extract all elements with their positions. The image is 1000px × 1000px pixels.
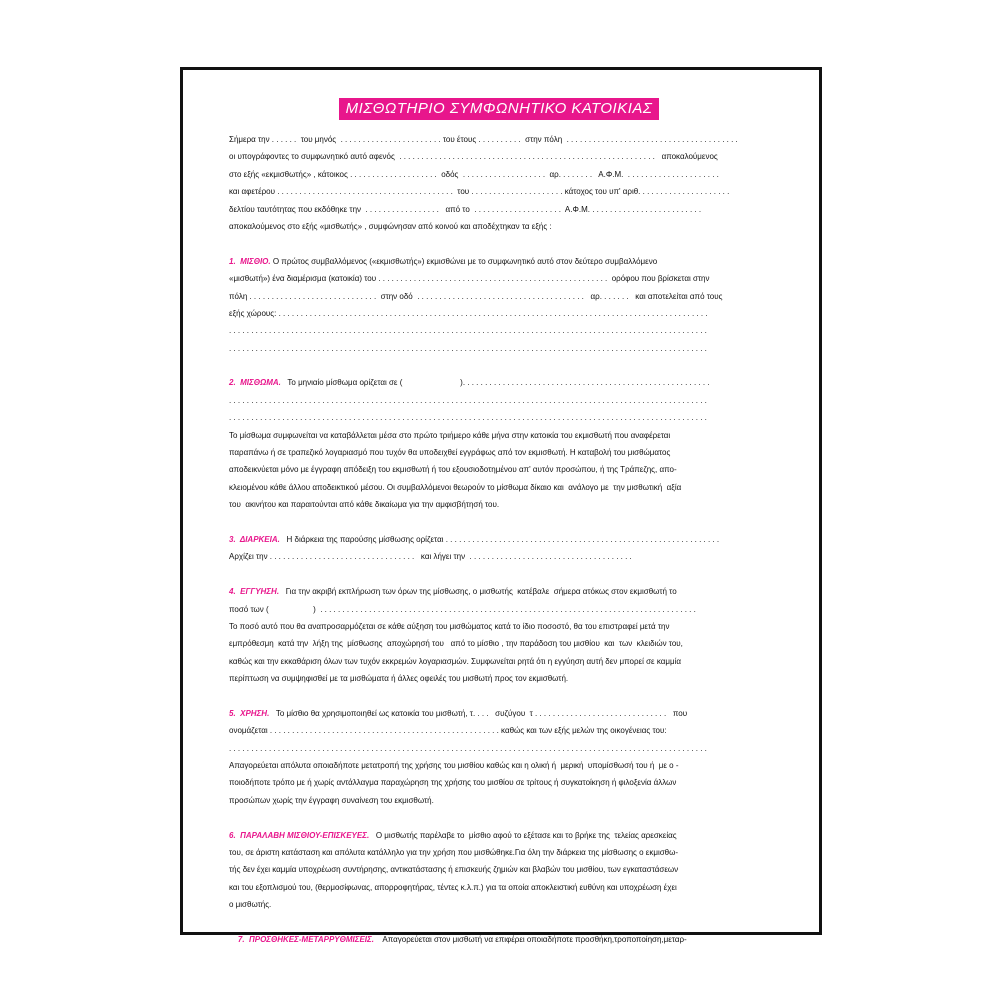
section-line: αποδεικνύεται μόνο με έγγραφη απόδειξη του εκμισθωτή ή του εξουσιοδοτημένου απ' αυτόν προσώπου, ή της Τράπεζης, απο- — [229, 465, 677, 475]
intro-paragraph — [229, 131, 774, 235]
section-heading: 5. ΧΡΗΣΗ. — [229, 708, 270, 718]
sections-container — [229, 235, 774, 948]
section-spacer — [229, 514, 774, 531]
section-first-line — [229, 531, 774, 548]
section-text: Η διάρκεια της παρούσης μίσθωσης ορίζεται . . . . . . . . . . . . . . . . . . . . . . . . . . . . . . . . . . . . . . . . . . . . . . . . . . . . . . . . . . . . . . — [279, 534, 720, 544]
section-text: Ο πρώτος συμβαλλόμενος («εκμισθωτής») εκμισθώνει με το συμφωνητικό αυτό στον δεύτερο συμβαλλόμενο — [270, 256, 658, 266]
section-2 — [229, 374, 774, 513]
section-6 — [229, 827, 774, 914]
section-spacer — [229, 809, 774, 826]
section-first-line — [229, 931, 774, 948]
section-line: του ακινήτου και παραιτούνται από κάθε δικαίωμα για την αμφισβήτησή του. — [229, 500, 500, 510]
section-line: καθώς και την εκκαθάριση όλων των τυχόν εκκρεμών λογαριασμών. Συμφωνείται ρητά ότι η εγγύηση αυτή δεν μπορεί σε καμμία — [229, 656, 681, 666]
section-first-line — [229, 374, 774, 391]
section-line: . . . . . . . . . . . . . . . . . . . . . . . . . . . . . . . . . . . . . . . . . . . . . . . . . . . . . . . . . . . . . . . . . . . . . . . . . . . . . . . . . . . . . . . . . . . . . . . . . . . . . . . . . . . . — [229, 326, 707, 336]
section-line: ονομάζεται . . . . . . . . . . . . . . . . . . . . . . . . . . . . . . . . . . . . . . . . . . . . . . . . . . . . καθώς και των εξής μελών της οικογένειας του: — [229, 726, 667, 736]
section-line: και του εξοπλισμού του, (θερμοσίφωνας, απορροφητήρας, τέντες κ.λ.π.) για τα οποία αποκλειστική ευθύνη και υποχρέωση έχει — [229, 882, 677, 892]
section-line: ποιοδήποτε τρόπο με ή χωρίς αντάλλαγμα παραχώρηση της χρήσης του μισθίου σε τρίτους ή συγκατοίκηση ή φιλοξενία άλλων — [229, 778, 677, 788]
document-page — [180, 67, 822, 944]
document-body — [229, 131, 774, 948]
section-text: Ο μισθωτής παρέλαβε το μίσθιο αφού το εξέτασε και το βρήκε της τελείας αρεσκείας — [369, 830, 677, 840]
intro-line: στο εξής «εκμισθωτής» , κάτοικος . . . . . . . . . . . . . . . . . . . . οδός . . . . . . . . . . . . . . . . . . . αρ. . . . . . . . Α.Φ.Μ. . . . . . . . . . . . . . . . . . . . . . — [229, 169, 719, 179]
section-5 — [229, 705, 774, 809]
section-heading: 7. ΠΡΟΣΘΗΚΕΣ-ΜΕΤΑΡΡΥΘΜΙΣΕΙΣ. — [229, 934, 374, 944]
intro-line: οι υπογράφοντες το συμφωνητικό αυτό αφενός . . . . . . . . . . . . . . . . . . . . . . . . . . . . . . . . . . . . . . . . . . . . . . . . . . . . . . . . . . αποκαλούμενος — [229, 152, 718, 162]
section-line: ποσό των ( ) . . . . . . . . . . . . . . . . . . . . . . . . . . . . . . . . . . . . . . . . . . . . . . . . . . . . . . . . . . . . . . . . . . . . . . . . . . . . . . . . . . . . . — [229, 604, 696, 614]
section-line: παραπάνω ή σε τραπεζικό λογαριασμό που τυχόν θα υποδειχθεί εγγράφως από τον εκμισθωτή. Η καταβολή του μισθώματος — [229, 448, 671, 458]
intro-line: αποκαλούμενος στο εξής «μισθωτής» , συμφώνησαν από κοινού και αποδέχτηκαν τα εξής : — [229, 221, 552, 231]
section-first-line — [229, 583, 774, 600]
section-spacer — [229, 914, 774, 931]
section-line: προσώπων χωρίς την έγγραφη συναίνεση του εκμισθωτή. — [229, 795, 434, 805]
section-line: . . . . . . . . . . . . . . . . . . . . . . . . . . . . . . . . . . . . . . . . . . . . . . . . . . . . . . . . . . . . . . . . . . . . . . . . . . . . . . . . . . . . . . . . . . . . . . . . . . . . . . . . . . . . — [229, 343, 707, 353]
section-text: Το μηνιαίο μίσθωμα ορίζεται σε ( ). . . . . . . . . . . . . . . . . . . . . . . . . . . . . . . . . . . . . . . . . . . . . . . . . . . . . . . . — [280, 378, 710, 388]
section-heading: 6. ΠΑΡΑΛΑΒΗ ΜΙΣΘΙΟΥ-ΕΠΙΣΚΕΥΕΣ. — [229, 830, 370, 840]
section-first-line — [229, 705, 774, 722]
section-line: . . . . . . . . . . . . . . . . . . . . . . . . . . . . . . . . . . . . . . . . . . . . . . . . . . . . . . . . . . . . . . . . . . . . . . . . . . . . . . . . . . . . . . . . . . . . . . . . . . . . . . . . . . . . — [229, 413, 707, 423]
section-spacer — [229, 566, 774, 583]
section-line: Απαγορεύεται απόλυτα οποιαδήποτε μετατροπή της χρήσης του μισθίου καθώς και η ολική ή μερική υπομίσθωσή του ή με ο - — [229, 761, 679, 771]
section-first-line — [229, 827, 774, 844]
section-spacer — [229, 235, 774, 252]
section-line: «μισθωτή») ένα διαμέρισμα (κατοικία) του . . . . . . . . . . . . . . . . . . . . . . . . . . . . . . . . . . . . . . . . . . . . . . . . . . . . ορόφου που βρίσκεται στην — [229, 274, 710, 284]
section-7 — [229, 931, 774, 948]
section-spacer — [229, 688, 774, 705]
section-line: Το μίσθωμα συμφωνείται να καταβάλλεται μέσα στο πρώτο τριήμερο κάθε μήνα στην κατοικία του εκμισθωτή που αναφέρεται — [229, 430, 671, 440]
section-line: κλειομένου κάθε άλλου αποδεικτικού μέσου. Οι συμβαλλόμενοι θεωρούν το μίσθωμα δίκαιο και ανάλογο με την μισθωτική αξία — [229, 482, 682, 492]
section-line: . . . . . . . . . . . . . . . . . . . . . . . . . . . . . . . . . . . . . . . . . . . . . . . . . . . . . . . . . . . . . . . . . . . . . . . . . . . . . . . . . . . . . . . . . . . . . . . . . . . . . . . . . . . . — [229, 395, 707, 405]
intro-line: και αφετέρου . . . . . . . . . . . . . . . . . . . . . . . . . . . . . . . . . . . . . . . . του . . . . . . . . . . . . . . . . . . . . . κάτοχος του υπ' αριθ. . . . . . . . . . . . . . . . . . . . . — [229, 187, 730, 197]
section-heading: 1. ΜΙΣΘΙΟ. — [229, 256, 271, 266]
section-heading: 3. ΔΙΑΡΚΕΙΑ. — [229, 534, 280, 544]
section-line: εμπρόθεσμη κατά την λήξη της μίσθωσης αποχώρησή του από το μίσθιο , την παράδοση του μισθίου και των κλειδιών του, — [229, 639, 683, 649]
section-text: Απαγορεύεται στον μισθωτή να επιφέρει οποιαδήποτε προσθήκη,τροποποίηση,μεταρ- — [373, 934, 687, 944]
section-line: περίπτωση να συμψηφισθεί με τα μισθώματα ή άλλες οφειλές του μισθωτή προς τον εκμισθωτή. — [229, 674, 569, 684]
section-text: Το μίσθιο θα χρησιμοποιηθεί ως κατοικία του μισθωτή, τ. . . . συζύγου τ . . . . . . . . . . . . . . . . . . . . . . . . . . . . . . που — [269, 708, 688, 718]
intro-line: Σήμερα την . . . . . . του μηνός . . . . . . . . . . . . . . . . . . . . . . . του έτους . . . . . . . . . . στην πόλη . . . . . . . . . . . . . . . . . . . . . . . . . . . . . . . . . . . . . . . — [229, 135, 738, 144]
section-spacer — [229, 357, 774, 374]
document-title: ΜΙΣΘΩΤΗΡΙΟ ΣΥΜΦΩΝΗΤΙΚΟ ΚΑΤΟΙΚΙΑΣ — [339, 98, 659, 120]
section-heading: 4. ΕΓΓΥΗΣΗ. — [229, 587, 280, 597]
section-4 — [229, 583, 774, 687]
section-first-line — [229, 253, 774, 270]
section-line: Το ποσό αυτό που θα αναπροσαρμόζεται σε κάθε αύξηση του μισθώματος κατά το ίδιο ποσοστό, θα του επιστραφεί μετά την — [229, 621, 670, 631]
section-heading: 2. ΜΙΣΘΩΜΑ. — [229, 378, 281, 388]
section-line: Αρχίζει την . . . . . . . . . . . . . . . . . . . . . . . . . . . . . . . . . και λήγει την . . . . . . . . . . . . . . . . . . . . . . . . . . . . . . . . . . . . . — [229, 552, 632, 562]
section-line: τής δεν έχει καμμία υποχρέωση συντήρησης, αντικατάστασης ή επισκευής ζημιών και βλαβών του μισθίου, των εγκαταστάσεων — [229, 865, 679, 875]
section-line: εξής χώρους: . . . . . . . . . . . . . . . . . . . . . . . . . . . . . . . . . . . . . . . . . . . . . . . . . . . . . . . . . . . . . . . . . . . . . . . . . . . . . . . . . . . . . . . . . . . . . . . . . — [229, 308, 708, 318]
section-1 — [229, 253, 774, 357]
section-text: Για την ακριβή εκπλήρωση των όρων της μίσθωσης, ο μισθωτής κατέβαλε σήμερα ατόκως στον εκμισθωτή το — [279, 587, 677, 597]
section-line: του, σε άριστη κατάσταση και απόλυτα κατάλληλο για την χρήση που μισθώθηκε.Για όλη την διάρκεια της μίσθωσης ο εκμισθω- — [229, 848, 679, 858]
intro-line: δελτίου ταυτότητας που εκδόθηκε την . . . . . . . . . . . . . . . . . από το . . . . . . . . . . . . . . . . . . . . Α.Φ.Μ. . . . . . . . . . . . . . . . . . . . . . . . . . — [229, 204, 702, 214]
section-3 — [229, 531, 774, 566]
section-line: ο μισθωτής. — [229, 900, 272, 910]
section-line: πόλη . . . . . . . . . . . . . . . . . . . . . . . . . . . . . στην οδό . . . . . . . . . . . . . . . . . . . . . . . . . . . . . . . . . . . . . . αρ. . . . . . . και αποτελείται από τους — [229, 291, 723, 301]
section-line: . . . . . . . . . . . . . . . . . . . . . . . . . . . . . . . . . . . . . . . . . . . . . . . . . . . . . . . . . . . . . . . . . . . . . . . . . . . . . . . . . . . . . . . . . . . . . . . . . . . . . . . . . . . . — [229, 743, 707, 753]
